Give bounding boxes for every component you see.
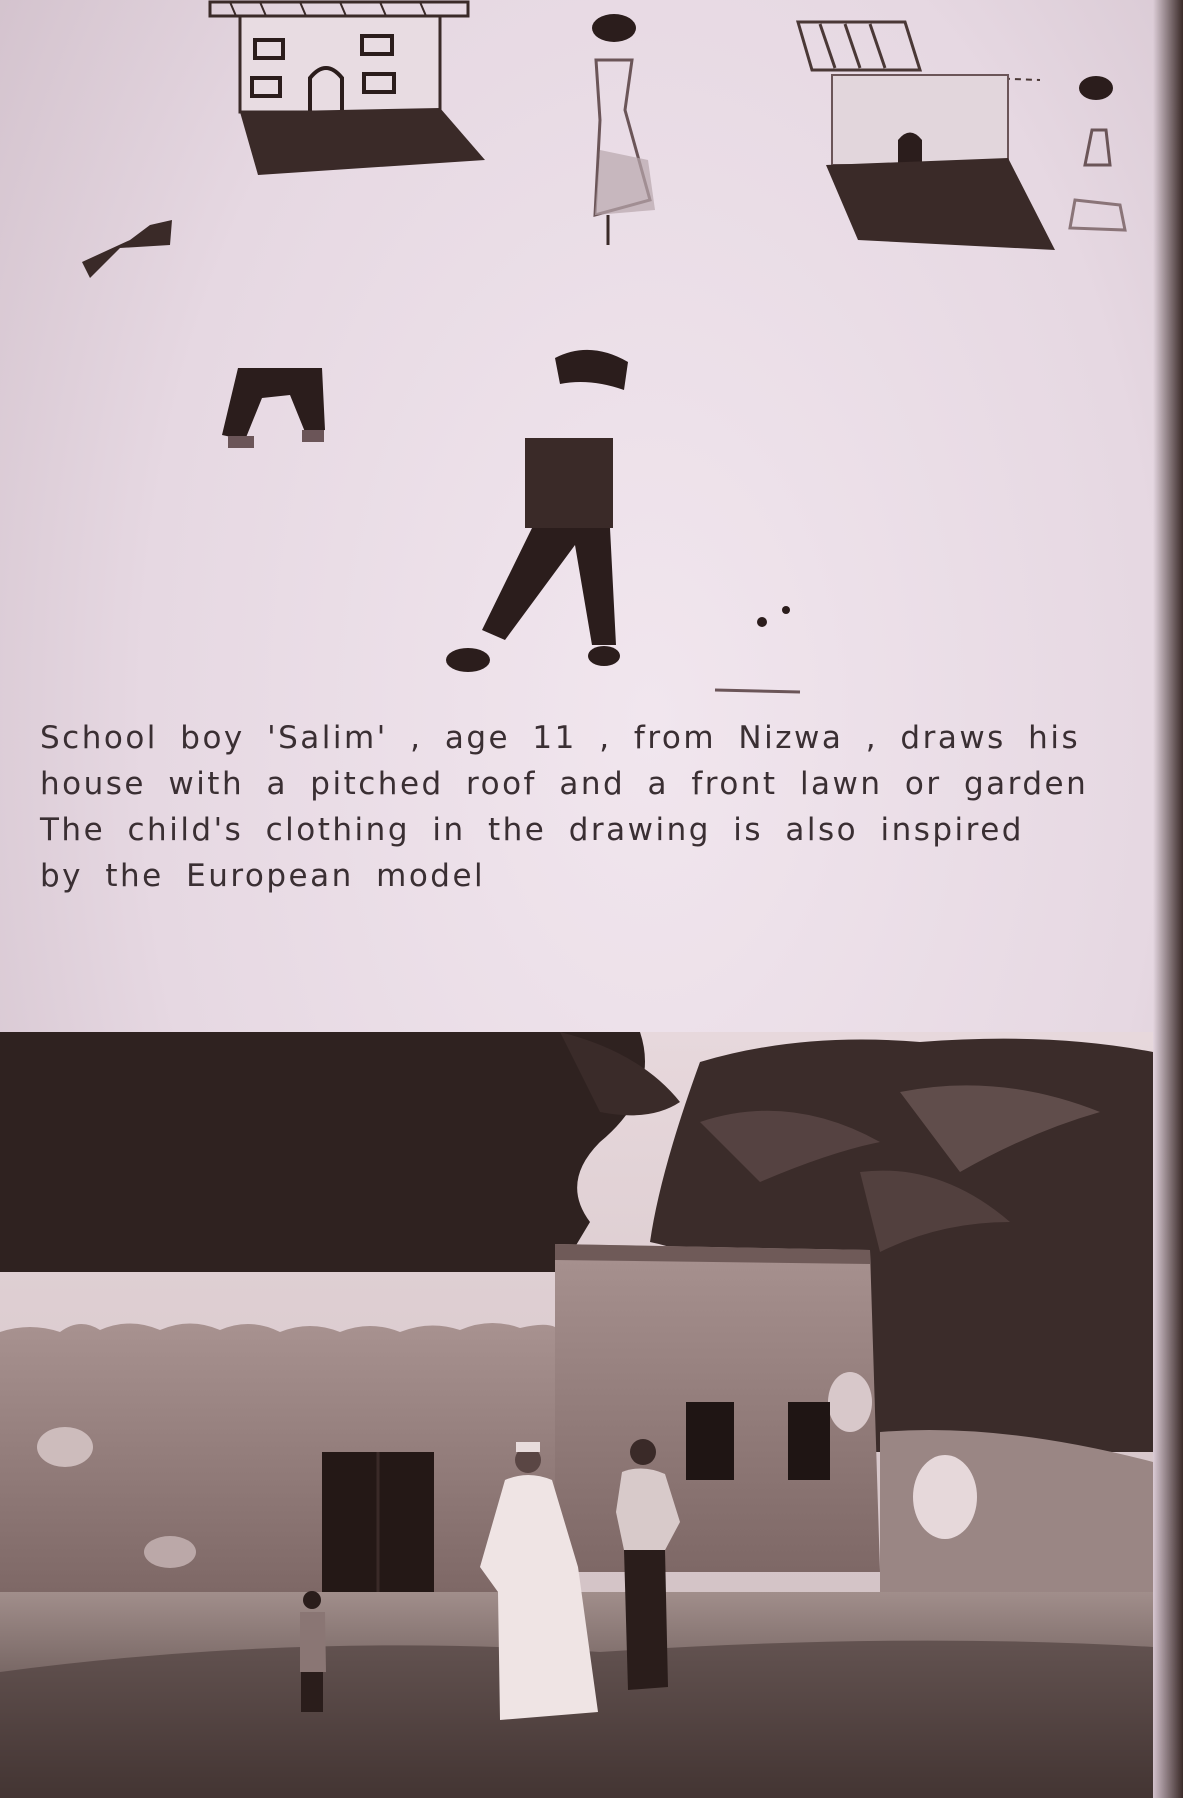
drawn-trousers — [222, 368, 325, 448]
drawn-girl-right — [1070, 76, 1125, 230]
drawing-caption — [40, 715, 1150, 899]
child-drawing — [0, 0, 1183, 700]
caption-line-2: house with a pitched roof and a front lawn or garden — [40, 766, 1089, 802]
slide-edge-shadow — [1153, 0, 1183, 1798]
house-photograph — [0, 1032, 1153, 1798]
drawn-bird — [82, 220, 172, 278]
drawn-house-left — [210, 2, 485, 175]
caption-line-4: by the European model — [40, 858, 486, 894]
drawn-girl-center — [592, 14, 655, 245]
drawn-boy — [446, 350, 800, 692]
caption-line-1: School boy 'Salim' , age 11 , from Nizwa , draws his — [40, 720, 1081, 756]
caption-line-3: The child's clothing in the drawing is also inspired — [40, 812, 1024, 848]
drawn-house-right — [798, 22, 1055, 250]
